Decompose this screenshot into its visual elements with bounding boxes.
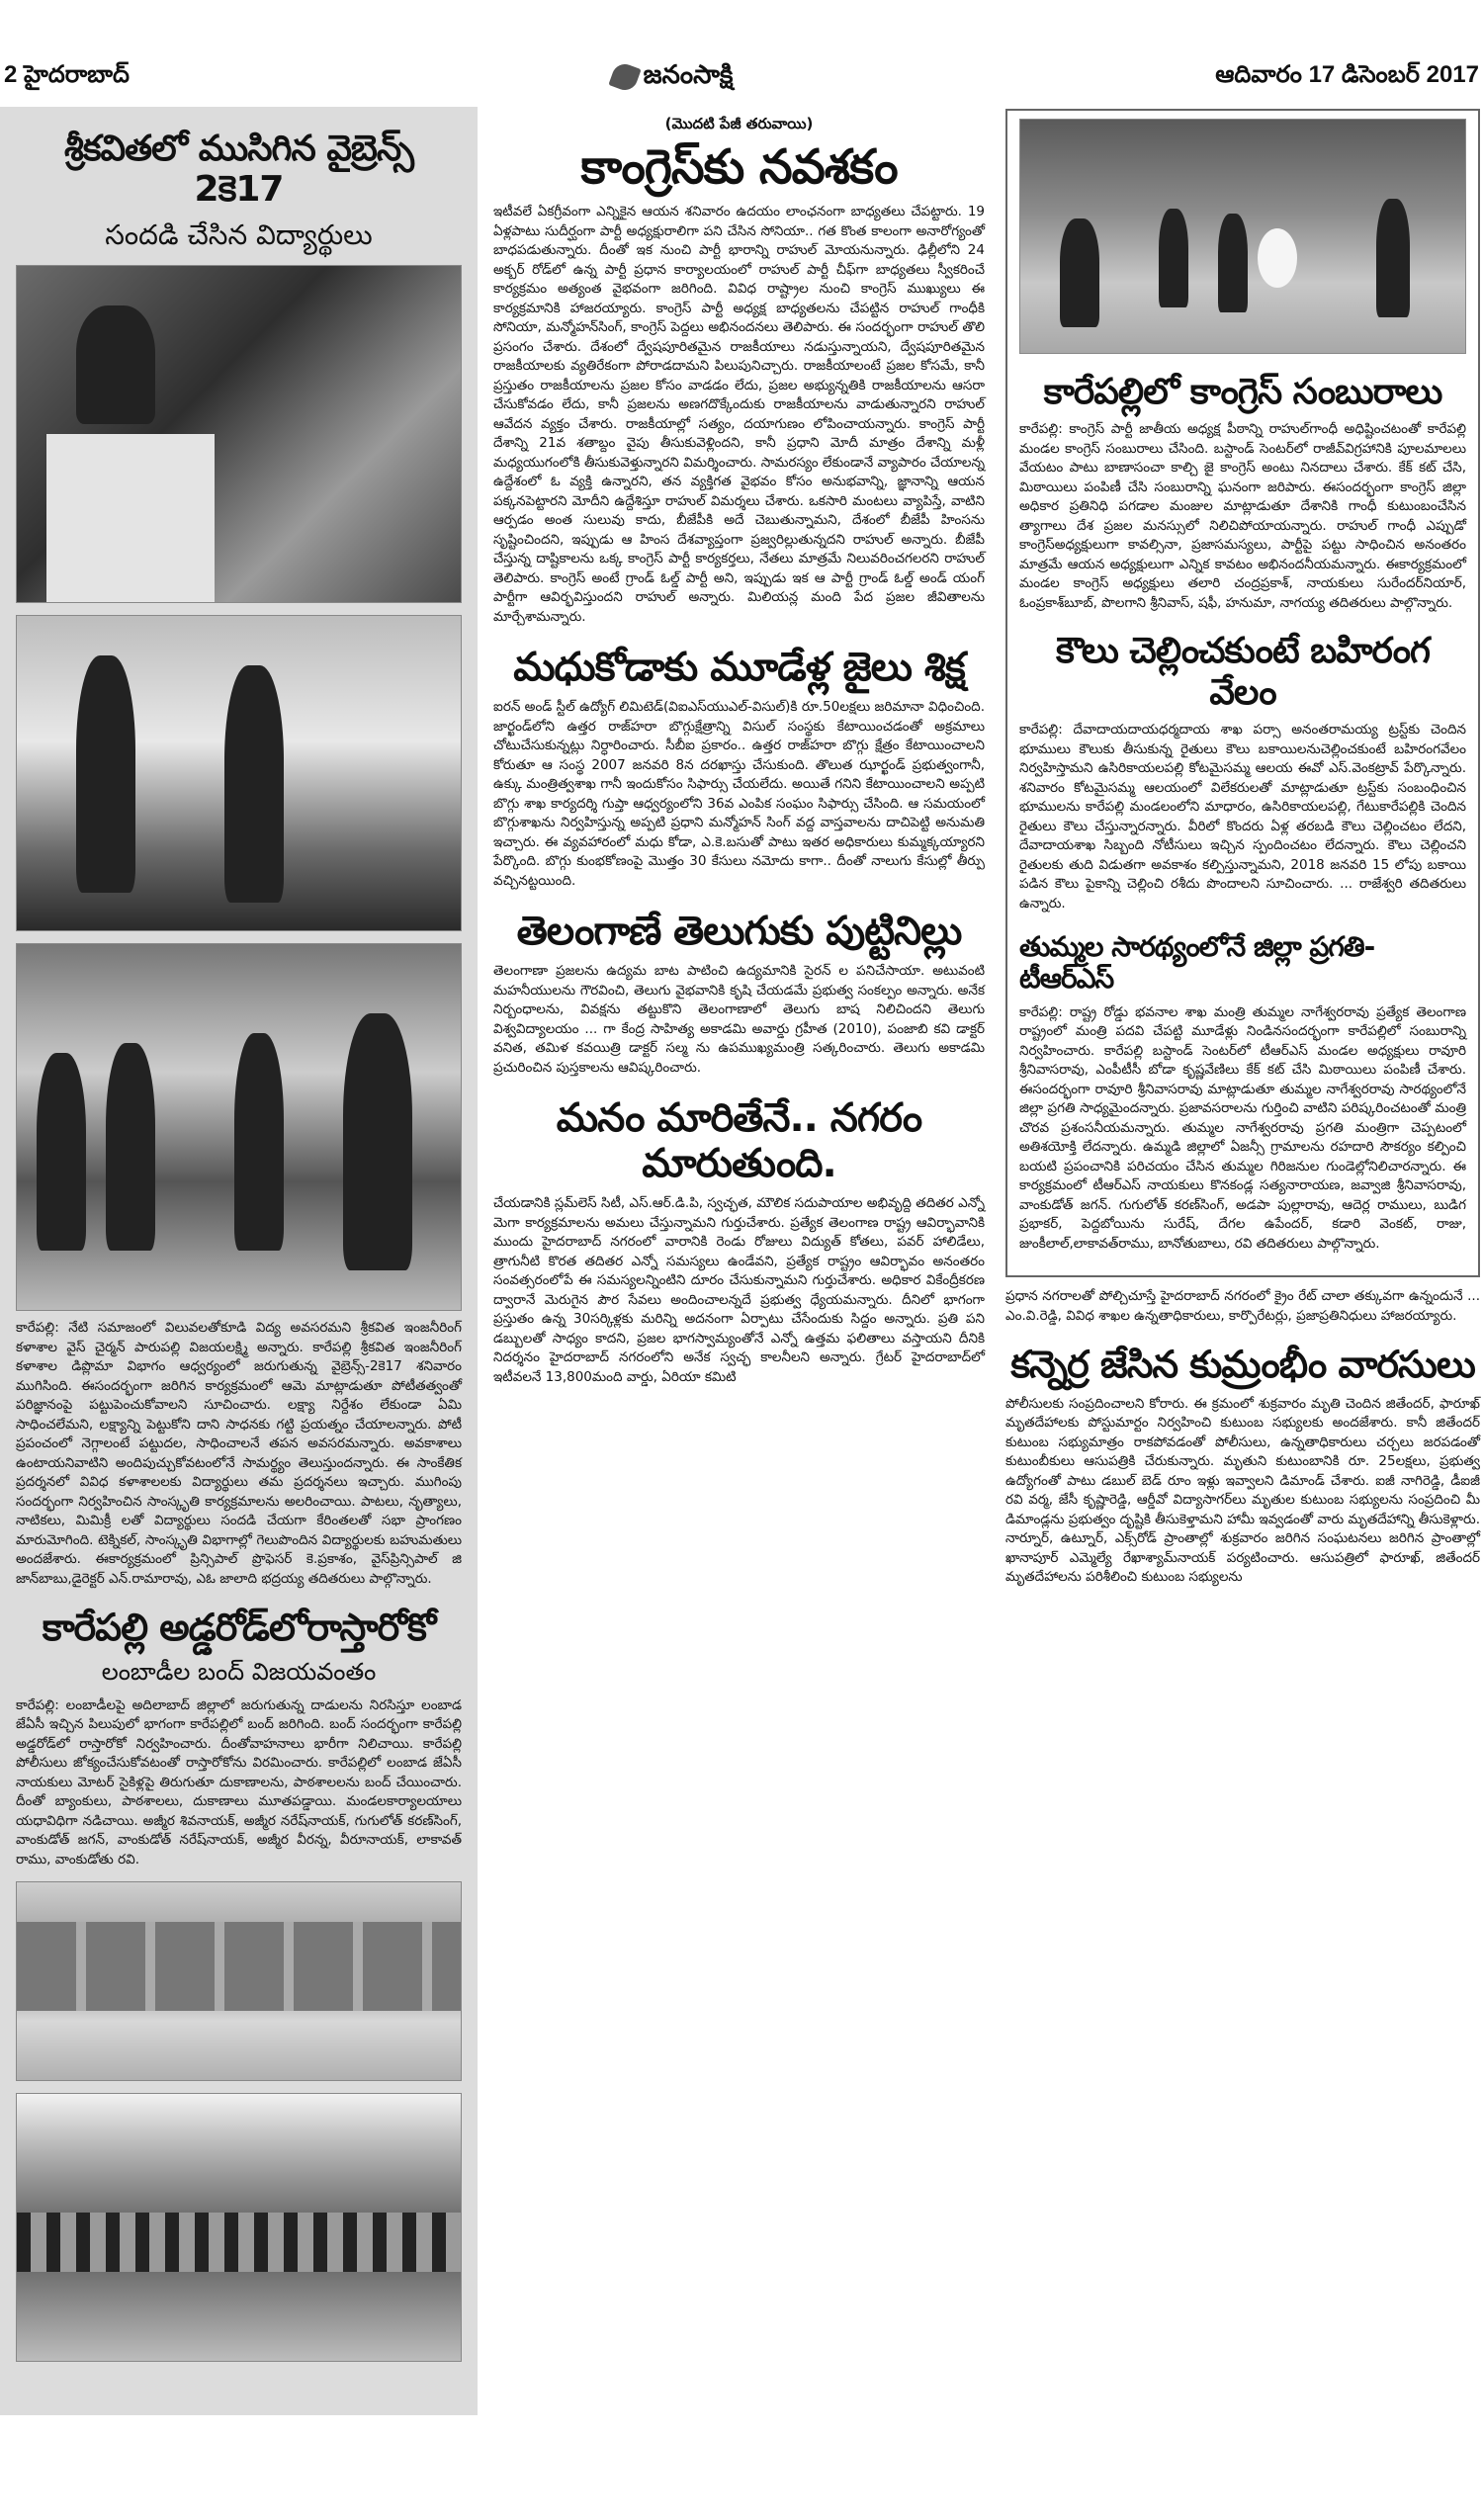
headline-vibrance: శ్రీకవితలో ముసిగిన వైబ్రెన్స్ 2కె17 (63, 129, 414, 211)
article-body-rasta-roko: కారేపల్లి: లంబాడీలపై అదిలాబాద్ జిల్లాలో జరుగుతున్న దాడులను నిరసిస్తూ లంబాడ జేఏసీ ఇచ్చిన పిలుపులో భాగంగా కారేపల్లిలో బంద్ జరిగింది. బంద్ సందర్భంగా కారేపల్లి అడ్డరోడ్‌లో రాస్తారోకో నిర్వహించారు. దీంతోవాహనాలు భారీగా నిలిచాయి. కారేపల్లి పోలీసులు జోక్యంచేసుకోవటంతో రాస్తారోకోను విరమించారు. కారేపల్లిలో లంబాడ జేఏసీ నాయకులు మోటర్ సైకిళ్లపై తిరుగుతూ దుకాణాలను, పాఠశాలలను బంద్ చేయించారు. దీంతో బ్యాంకులు, పాఠశాలలు, దుకాణాలు మూతపడ్డాయి. మండలకార్యాలయాలు యధావిధిగా నడిచాయి. అజ్మీర శివనాయక్, అజ్మీర నరేష్‌నాయక్, గుగులోత్ కరణ్‌సింగ్, వాంకుడోత్ జగన్, వాంకుడోత్ నరేష్‌నాయక్, అజ్మీర వీరన్న, వీరూనాయక్, లాకావత్ రాము, వాంకుడోతు రవి. (16, 1696, 462, 1868)
headline-telangana-telugu: తెలంగాణే తెలుగుకు పుట్టినిల్లు (516, 909, 962, 955)
logo-emblem-icon (608, 60, 641, 93)
right-column (999, 107, 1483, 1606)
article-body-kumram-bheem: పోలీసులకు సంప్రదించాలని కోరారు. ఈ క్రమంలో శుక్రవారం మృతి చెందిన జితేందర్, ఫారూఖ్ మృతదేహాలకు పోస్టుమార్టం నిర్వహించి కుటుంబ సభ్యులకు అందజేశారు. కానీ జితేందర్ కుటుంబ సభ్యుమాత్రం రాకపోవడంతో పోలీసులు, ఉన్నతాధికారులు చర్చలు జరపడంతో కుటుంబీకులు ఆసుపత్రికి చేరుకున్నారు. మృతుని కుటుంబానికి రూ. 25లక్షలు, ప్రభుత్వ ఉద్యోగంతో పాటు డబుల్ బెడ్ రూం ఇళ్లు ఇవ్వాలని డిమాండ్ చేశారు. ఐజీ నాగిరెడ్డి, డీఐజీ రవి వర్మ, జేసీ కృష్ణారెడ్డి, ఆర్డీవో విద్యాసాగర్‌లు మృతుల కుటుంబ సభ్యులను సంప్రదించి మీ డిమాండ్లను ప్రభుత్వం దృష్టికి తీసుకెళ్తామని హామీ ఇవ్వడంతో వారు మృతదేహాన్ని తీసుకెళ్లారు. నార్నూర్, ఉట్నూర్, ఎక్స్‌రోడ్ ప్రాంతాల్లో శుక్రవారం జరిగిన సంఘటనలు జరిగిన ప్రాంతాల్లో ఖానాపూర్ ఎమ్మెల్యే రేఖాశ్యామ్‌నాయక్ పర్యటించారు. ఆసుపత్రిలో ఫారూఖ్, జితేందర్ మృతదేహాలను పరిశీలించి కుటుంబ సభ్యులను (1005, 1395, 1480, 1586)
paper-name: జనంసాక్షి (643, 58, 734, 89)
article-body-congress: ఇటీవలే ఏకగ్రీవంగా ఎన్నికైన ఆయన శనివారం ఉదయం లాంఛనంగా బాధ్యతలు చేపట్టారు. 19 ఏళ్లపాటు సుదీర్ఘంగా పార్టీ అధ్యక్షురాలిగా పని చేసిన సోనియా.. గత కొంత కాలంగా అనారోగ్యంతో బాధపడుతున్నారు. దీంతో ఇక నుంచి పార్టీ భారాన్ని రాహుల్ మోయనున్నారు. ఢిల్లీలోని 24 అక్బర్ రోడ్‌లో ఉన్న పార్టీ ప్రధాన కార్యాలయంలో రాహుల్ పార్టీ చీఫ్‌గా బాధ్యతలు స్వీకరించే కార్యక్రమం అత్యంత వైభవంగా జరిగింది. వివిధ రాష్ట్రాల నుంచి కాంగ్రెస్ ముఖ్యులు ఈ కార్యక్రమానికి హాజరయ్యారు. కాంగ్రెస్ పార్టీ అధ్యక్ష బాధ్యతలను చేపట్టిన రాహుల్ గాంధీకి సోనియా, మన్మోహన్‌సింగ్, కాంగ్రెస్ పెద్దలు అభినందనలు తెలిపారు. ఈ సందర్భంగా రాహుల్ తొలి ప్రసంగం చేశారు. దేశంలో ద్వేషపూరితమైన రాజకీయాలు నడుస్తున్నాయని, ద్వేషపూరితమైన రాజకీయాలకు వ్యతిరేకంగా పోరాడదామని పిలుపునిచ్చారు. రాజకీయాలంటే ప్రజల కోసమే, కానీ ప్రస్తుతం రాజకీయాలను ప్రజల కోసం వాడడం లేదు, ప్రజల అభ్యున్నతికి రాజకీయాలను ఆసరా చేసుకోవడం లేదు, కానీ ప్రజలను అణగదొక్కేందుకు రాజకీయాలను వాడుతున్నారని రాహుల్ ఆవేదన వ్యక్తం చేశారు. రాజకీయాల్లో సత్యం, దయాగుణం లోపించాయన్నారు. కాంగ్రెస్ పార్టీ దేశాన్ని 21వ శతాబ్దం వైపు తీసుకువెళ్లిందని, కానీ ప్రధాని మోదీ మాత్రం దేశాన్ని మళ్లీ మధ్యయుగంలోకి తీసుకువెళ్తున్నారని విమర్శించారు. సామరస్యం లేకుండానే వ్యాపారం చేయాలన్న ఉద్దేశంలో ఓ వ్యక్తి ఉన్నారని, తన వ్యక్తిగత వైభవం కోసం అనుభవాన్ని, జ్ఞానాన్ని ఆయన పక్కనపెట్టారని మోదీని ఉద్దేశిస్తూ రాహుల్ విమర్శలు చేశారు. ఒకసారి మంటలు వ్యాపిస్తే, వాటిని ఆర్పడం అంత సులువు కాదు, బీజేపీకి అదే చెబుతున్నామని, దేశంలో బీజేపీ హింసను సృష్టించిందని, ఇప్పుడు ఆ హింస దేశవ్యాప్తంగా ప్రజ్వరిల్లుతున్నదని రాహుల్ అన్నారు. బీజేపీ చేస్తున్న దాష్టికాలను ఒక్క కాంగ్రెస్ పార్టీ కార్యకర్తలు, నేతలు మాత్రమే నిలువరించగలరని రాహుల్ తెలిపారు. కాంగ్రెస్ అంటే గ్రాండ్ ఓల్డ్ పార్టీ అని, ఇప్పుడు ఇక ఆ పార్టీ గ్రాండ్ ఓల్డ్ అండ్ యంగ్ పార్టీగా ఆవిర్భవిస్తుందని రాహుల్ అన్నారు. మిలియన్ల మంది పేద ప్రజల జీవితాలను మార్చేశామన్నారు. (493, 204, 985, 625)
article-body-vibrance: కారేపల్లి: నేటి సమాజంలో విలువలతోకూడి విద్య అవసరమని శ్రీకవిత ఇంజనీరింగ్ కళాశాల వైస్ చైర్మన్ పారుపల్లి విజయలక్ష్మి అన్నారు. కారేపల్లి శ్రీకవిత ఇంజనీరింగ్ కళాశాల డిప్లొమా విభాగం ఆధ్వర్యంలో జరుగుతున్న వైబ్రెన్స్-2కె17 శనివారం ముగిసింది. ఈసందర్భంగా జరిగిన కార్యక్రమంలో ఆమె మాట్లాడుతూ పోటీతత్వంతో పరిజ్ఞానంపై పట్టుపెంచుకోవాలని సూచించారు. లక్ష్యా నిర్దేశం లేకుండా ఏమి సాధించలేమని, లక్ష్యాన్ని పెట్టుకోని దాని సాధనకు గట్టి ప్రయత్నం చేయాలన్నారు. పోటీ ప్రపంచంలో నెగ్గాలంటే పట్టుదల, సాధించాలనే తపన అవసరమన్నారు. అవకాశాలు ఉంటాయనివాటిని అందిపుచ్చుకోవటంలోనే సామర్థ్యం తెలుస్తుందన్నారు. ఈ సాంకేతిక ప్రదర్శనలో వివిధ కళాశాలలకు విద్యార్థులు తమ ప్రదర్శనలు ఇచ్చారు. ముగింపు సందర్భంగా నిర్వహించిన సాంస్కృతి కార్యక్రమాలను అలరించాయి. పాటలు, నృత్యాలు, నాటికలు, మిమిక్రీ లతో విద్యార్థులు సందడి చేయగా కేరింతలతో సభా ప్రాంగణం మారుమోగింది. టెక్నికల్, సాంస్కృతి విభాగాల్లో గెలుపొందిన విద్యార్థులకు బహుమతులు అందజేశారు. ఈకార్యక్రమంలో ప్రిన్సిపాల్ ప్రొఫెసర్ కె.ప్రకాశం, వైస్‌ప్రిన్సిపాల్ జి జాన్‌బాబు,డైరెక్టర్ ఎన్.రామారావు, ఎఓ జాలాది భద్రయ్య తదితరులు పాల్గొన్నారు. (16, 1320, 462, 1587)
photo-congress-celebration (1019, 119, 1466, 354)
headline-city-changes: మనం మారితేనే.. నగరం మారుతుంది. (556, 1095, 922, 1187)
article-body-tummala: కారేపల్లి: రాష్ట్ర రోడ్డు భవనాల శాఖ మంత్రి తుమ్మల నాగేశ్వరరావు ప్రత్యేక తెలంగాణ రాష్ట్రంలో మంత్రి పదవి చేపట్టి మూడేళ్లు నిండినసందర్భంగా కారేపల్లిలో సంబురాన్ని నిర్వహించారు. కారేపల్లి బస్టాండ్ సెంటర్‌లో టీఆర్ఎస్ మండల అధ్యక్షులు రావూరి శ్రీనివాసరావు, ఎంపీటీసీ బోడా కృష్ణవేణిలు కేక్ కట్ చేసి మిఠాయిలు పంపిణీ చేశారు. ఈసందర్భంగా రావూరి శ్రీనివాసరావు మాట్లాడుతూ తుమ్మల నాగేశ్వరరావు సారథ్యంలోనే జిల్లా ప్రగతి సాధ్యమైందన్నారు. ప్రజావసరాలను గుర్తించి వాటిని పరిష్కరించటంతో మంత్రి చొరవ ప్రశంసనీయమన్నారు. తుమ్మల నాగేశ్వరరావు ప్రగతి మంత్రిగా చెప్పటంలో అతిశయోక్తి లేదన్నారు. ఉమ్మడి జిల్లాలో ఏజన్సీ గ్రామాలను రహదారి సౌకర్యం కల్పించి బయటి ప్రపంచానికి పరిచయం చేసిన తుమ్మల గిరిజనుల గుండెల్లోనిలిచారన్నారు. ఈ కార్యక్రమంలో టీఆర్ఎస్ నాయకులు కొనకండ్ల సత్యనారాయణ, జవ్వాజి శ్రీనివాసరావు, వాంకుడోత్ జగన్. గుగులోత్ కరణ్‌సింగ్, అడపా పుల్లారావు, ఆదెర్ల రాములు, బుడిగ ప్రభాకర్, పెద్దబోయిను సురేష్, దేగల ఉపేందర్, కడారి వెంకట్, రాజు, జుంకీలాల్,లాకావత్‌రాము, బానోతుబాలు, రవి తదితరులు పాల్గొన్నారు. (1019, 1003, 1466, 1252)
photo-road-blockade (16, 2093, 462, 2362)
subhead-vibrance: సందడి చేసిన విద్యార్థులు (105, 217, 373, 251)
photo-closed-shops (16, 1881, 462, 2081)
article-body-madhu-koda: ఐరన్ అండ్ స్టీల్ ఉద్యోగ్ లిమిటెడ్(విఐఎస్‌యుఎల్-విసుల్)కి రూ.50లక్షలు జరిమానా విధించింది. జార్ఖండ్‌లోని ఉత్తర రాజ్‌హరా బొగ్గుక్షేత్రాన్ని విసుల్ సంస్థకు కేటాయించడంతో అక్రమాలు చోటుచేసుకున్నట్లు నిర్ధారించారు. సీబీఐ ప్రకారం.. ఉత్తర రాజ్‌హరా బొగ్గు క్షేత్రం కేటాయించాలని కోరుతూ ఆ సంస్థ 2007 జనవరి 8న దరఖాస్తు చేసుకుంది. తొలుత ఝార్ఖండ్ ప్రభుత్వంగానీ, ఉక్కు మంత్రిత్వశాఖ గానీ ఇందుకోసం సిఫార్సు చేయలేదు. అయితే గనిని కేటాయించాలని అప్పటి బొగ్గు శాఖ కార్యదర్శి గుప్తా ఆధ్వర్యంలోని 36వ ఎంపిక సంఘం సిఫార్సు చేసింది. ఆ సమయంలో బొగ్గుశాఖను నిర్వహిస్తున్న అప్పటి ప్రధాని మన్మోహన్ సింగ్ వద్ద వాస్తవాలను దాచిపెట్టి అనుమతి ఇచ్చారు. ఈ వ్యవహారంలో మధు కోడా, ఎ.కె.బసుతో పాటు ఇతర అధికారులు కుమ్మక్కయ్యారని పేర్కొంది. బొగ్గు కుంభకోణంపై మొత్తం 30 కేసులు నమోదు కాగా.. దీంతో నాలుగు కేసుల్లో తీర్పు వచ్చినట్టయింది. (493, 699, 985, 889)
middle-column (478, 107, 999, 1405)
headline-kumram-bheem-heirs: కన్నెర్ర జేసిన కుమ్రంభీం వారసులు (1010, 1343, 1475, 1387)
karepalli-news-box (1005, 109, 1480, 1277)
issue-date: ఆదివారం 17 డిసెంబర్ 2017 (1215, 60, 1479, 88)
headline-madhu-koda: మధుకోడాకు మూడేళ్ల జైలు శిక్ష (513, 645, 965, 691)
photo-prize-distribution (16, 943, 462, 1311)
page-columns (0, 107, 1483, 2415)
article-body-lease-auction: కారేపల్లి: దేవాదాయదాయధర్మదాయ శాఖ పర్సా అనంతరామయ్య ట్రస్ట్‌కు చెందిన భూములు కౌలుకు తీసుకున్న రైతులు కౌలు బకాయిలనుచెల్లించకుంటే బహిరంగవేలం నిర్వహిస్తామని ఉసిరికాయలపల్లి కోటమైసమ్మ ఆలయ ఈవో ఎస్.వెంకట్రావ్ పేర్కొన్నారు. శనివారం కోటమైసమ్మ ఆలయంలో విలేకరులతో మాట్లాడుతూ ట్రస్ట్‌కు సంబంధించిన భూములను కారేపల్లి మండలంలోని మాధారం, ఉసిరికాయలపల్లి, గేటుకారేపల్లికి చెందిన రైతులు కౌలు చేస్తున్నారన్నారు. వీరిలో కొందరు ఏళ్ల తరబడి కౌలు చెల్లించటం లేదని, దేవాదాయశాఖ సిబ్బంది నోటీసులు ఇచ్చిన స్పందించటం లేదన్నారు. కౌలు చెల్లించని రైతులకు తుది విడుతగా అవకాశం కల్పిస్తున్నామని, 2018 జనవరి 15 లోపు బకాయి పడిన కౌలు పైకాన్ని చెల్లించి రశీదు పొందాలని సూచించారు. ... రాజేశ్వరి తదితరులు ఉన్నారు. (1019, 722, 1466, 912)
headline-rasta-roko: కారేపల్లి అడ్డరోడ్‌లోరాస్తారోకో (42, 1606, 436, 1650)
article-body-karepalli-congress: కారేపల్లి: కాంగ్రెస్ పార్టీ జాతీయ అధ్యక్ష పీఠాన్ని రాహుల్‌గాంధీ అధిష్టించటంతో కారేపల్లి మండల కాంగ్రెస్ సంబురాలు చేసింది. బస్టాండ్ సెంటర్‌లో రాజీవ్‌విగ్రహానికి పూలమాలలు వేయటం పాటు బాణాసంచా కాల్చి జై కాంగ్రెస్ అంటు నినదాలు చేశారు. కేక్ కట్ చేసి, మిఠాయిలు పంపిణీ చేసి సంబురాన్ని ఘనంగా జరిపారు. ఈసందర్భంగా కాంగ్రెస్ జిల్లా అధికార ప్రతినిధి పగడాల మంజుల మాట్లాడుతూ దేశానికి గాంధీ కుటుంబంచేసిన త్యాగాలు దేశ ప్రజల మనస్సులో నిలిచిపోయాయన్నారు. రాహుల్ గాంధీ ఎప్పుడో కాంగ్రెస్‌అధ్యక్షులుగా కావల్సినా, ప్రజాసమస్యలు, పార్టీపై పట్టు సాధించిన అనంతరం మాత్రమే ఆయన అధ్యక్షులుగా ఎన్నిక కావటం అభినందనీయమన్నారు. ఈకార్యక్రమంలో మండల కాంగ్రెస్ అధ్యక్షులు తలారి చంద్రప్రకాశ్, నాయకులు సురేందర్‌నియార్, ఓంప్రకాశ్‌బూబ్, పొలగాని శ్రీనివాస్, షఫీ, హనుమా, నాగయ్య తదితరులు పాల్గొన్నారు. (1019, 421, 1466, 611)
photo-speaker-at-podium (16, 265, 462, 603)
paper-logo (612, 59, 734, 96)
headline-congress-new-era: కాంగ్రెస్‌కు నవశకం (580, 139, 898, 195)
continued-from-front-label: (మొదటి పేజీ తరువాయి) (664, 115, 814, 132)
headline-karepalli-congress: కారేపల్లిలో కాంగ్రెస్ సంబురాలు (1043, 372, 1442, 412)
article-body-hyderabad-crime: ప్రధాన నగరాలతో పోల్చిచూస్తే హైదరాబాద్ నగరంలో క్రైం రేట్ చాలా తక్కువగా ఉన్నందునే ... ఎం.వి.రెడ్డి, వివిధ శాఖల ఉన్నతాధికారులు, కార్పొరేటర్లు, ప్రజాప్రతినిధులు హాజరయ్యారు. (1005, 1288, 1480, 1324)
masthead (0, 47, 1483, 107)
article-body-city-changes: చేయడానికి స్లమ్‌లెస్ సిటీ, ఎస్.ఆర్.డి.పి, స్వచ్ఛత, మౌలిక సదుపాయాల అభివృద్ది తదితర ఎన్నో మెగా కార్యక్రమాలను అమలు చేస్తున్నామని గుర్తుచేశారు. ప్రత్యేక తెలంగాణ రాష్ట్ర ఆవిర్భావానికి ముందు హైదరాబాద్ నగరంలో వారానికి రెండు రోజులు విద్యుత్ కోతలు, పవర్ హాలిడేలు, త్రాగునీటి కొరత తదితర ఎన్నో సమస్యలు ఉండేవని, ప్రత్యేక రాష్ట్రం ఆవిర్భావం అనంతరం సంవత్సరంలోపే ఈ సమస్యలన్నింటిని దూరం చేసుకున్నామని గుర్తుచేశారు. అధికార వికేంద్రీకరణ ద్వారానే మెరుగైన పౌర సేవలు అందించాలన్నదే ప్రభుత్వ ధ్యేయమన్నారు. దీనిలో భాగంగా ప్రస్తుతం ఉన్న 30సర్కిళ్లకు మరిన్ని అదనంగా ఏర్పాటు చేసేందుకు సిద్దం అన్నారు. ప్రతి పని డబ్బులతో సాధ్యం కాదని, ప్రజల భాగస్వామ్యంతోనే ఎన్నో ఉత్తమ ఫలితాలు వస్తాయని దీనికి నిదర్శనం హైదరాబాద్ నగరంలోని అనేక స్వచ్ఛ కాలనీలని అన్నారు. గ్రేటర్ హైదరాబాద్‌లో ఇటీవలనే 13,800మంది వార్డు, ఏరియా కమిటి (493, 1195, 985, 1385)
subhead-lambadi-bandh: లంబాడీల బంద్ విజయవంతం (101, 1658, 377, 1687)
headline-tummala-progress: తుమ్మల సారథ్యంలోనే జిల్లా ప్రగతి-టీఆర్ఎస్ (1019, 930, 1375, 996)
page-label: 2 హైదరాబాద్ (4, 60, 130, 88)
photo-dance-performance (16, 615, 462, 931)
article-body-telangana-telugu: తెలంగాణా ప్రజలను ఉద్యమ బాట పాటించి ఉద్యమానికి సైరన్ ల పనిచేసాయా. అటువంటి మహనీయులను గౌరవించి, తెలుగు వైభవానికి కృషి చేయడమే ప్రభుత్వ సంకల్పం అన్నారు. అనేక నిర్బంధాలను, వివక్షను తట్టుకొని తెలంగాణాలో తెలుగు బాష నిలిచిందని తెలుగు విశ్వవిద్యాలయం ... గా కేంద్ర సాహిత్య అకాడమి అవార్డు గ్రహీత (2010), పంజాబి కవి డాక్టర్ వనిత, తమిళ కవయిత్రి డాక్టర్ సల్మ ను ఉపముఖ్యమంత్రి సత్కరించారు. తెలుగు అకాడమి ప్రచురించిన పుస్తకాలను ఆవిష్కరించారు. (493, 963, 985, 1076)
headline-lease-auction: కౌలు చెల్లించకుంటే బహిరంగ వేలం (1055, 631, 1431, 713)
left-column (0, 107, 478, 2415)
